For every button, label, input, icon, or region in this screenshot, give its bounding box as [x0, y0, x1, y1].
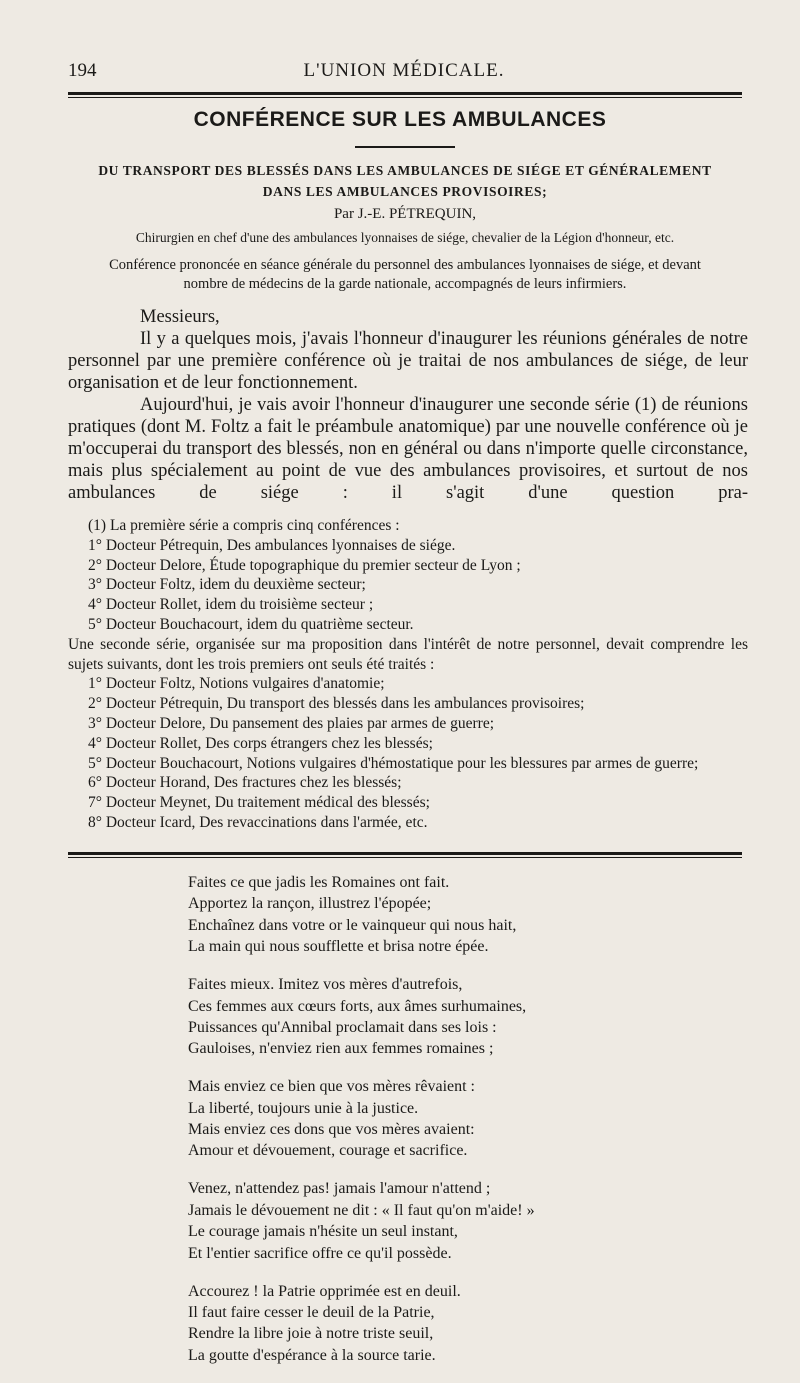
poem-line: La goutte d'espérance à la source tarie.: [188, 1346, 436, 1364]
poem: [188, 872, 608, 1383]
footnote: [68, 516, 748, 833]
section-separator: [68, 852, 742, 858]
title-rule: [355, 146, 455, 148]
footnote-intro: (1) La première série a compris cinq conférences :: [88, 517, 400, 534]
article-title: CONFÉRENCE SUR LES AMBULANCES: [193, 108, 607, 131]
footnote-item: 1° Docteur Foltz, Notions vulgaires d'anatomie;: [88, 675, 385, 693]
footnote-second-intro: Une seconde série, organisée sur ma proposition dans l'intérêt de notre personnel, devait comprendre les sujets suivants, dont les trois premiers ont seuls été traités :: [68, 635, 748, 673]
header-rule: [68, 92, 742, 98]
footnote-item: 4° Docteur Rollet, idem du troisième secteur ;: [88, 596, 374, 614]
poem-line: Amour et dévouement, courage et sacrifice.: [188, 1142, 468, 1160]
page-number: 194: [68, 60, 97, 81]
poem-stanza: [188, 872, 608, 958]
footnote-item: 2° Docteur Delore, Étude topographique du premier secteur de Lyon ;: [88, 556, 521, 574]
poem-stanza: [188, 1281, 608, 1367]
poem-line: Mais enviez ce bien que vos mères rêvaient :: [188, 1078, 475, 1096]
poem-line: Jamais le dévouement ne dit : « Il faut qu'on m'aide! »: [188, 1201, 535, 1219]
conference-line: Conférence prononcée en séance générale du personnel des ambulances lyonnaises de siége, et devant: [109, 257, 701, 273]
poem-line: Le courage jamais n'hésite un seul instant,: [188, 1223, 458, 1241]
poem-stanza: [188, 1178, 608, 1264]
salutation: Messieurs,: [140, 307, 220, 327]
footnote-item: 3° Docteur Delore, Du pansement des plaies par armes de guerre;: [88, 714, 495, 732]
paragraph: Aujourd'hui, je vais avoir l'honneur d'inaugurer une seconde série (1) de réunions pratiques (dont M. Foltz a fait le préambule anatomique) par une nouvelle conférence où je m'occuperai du transport des blessés, non en général ou dans n'importe quelle circonstance, mais plus spécialement au point de vue des ambulances provisoires, et surtout de nos ambulances de siége : il s'agit d'une question pra-: [68, 395, 748, 503]
paragraph: Il y a quelques mois, j'avais l'honneur d'inaugurer les réunions générales de notre personnel par une première conférence où je traitai de nos ambulances de siége, de leur organisation et de leur fonctionnement.: [68, 329, 748, 393]
poem-line: Ces femmes aux cœurs forts, aux âmes surhumaines,: [188, 997, 527, 1015]
article-author: Par J.-E. PÉTREQUIN,: [333, 206, 477, 222]
poem-line: Il faut faire cesser le deuil de la Patrie,: [188, 1303, 435, 1321]
footnote-item: 3° Docteur Foltz, idem du deuxième secteur;: [88, 576, 366, 594]
poem-line: La main qui nous soufflette et brisa notre épée.: [188, 938, 489, 956]
poem-line: Faites mieux. Imitez vos mères d'autrefois,: [188, 976, 463, 994]
poem-line: Apportez la rançon, illustrez l'épopée;: [188, 895, 432, 913]
poem-stanza: [188, 974, 608, 1060]
article-body: [68, 306, 748, 504]
footnote-item: 7° Docteur Meynet, Du traitement médical des blessés;: [88, 794, 430, 812]
poem-line: Venez, n'attendez pas! jamais l'amour n'attend ;: [188, 1180, 491, 1198]
poem-line: Accourez ! la Patrie opprimée est en deuil.: [188, 1282, 461, 1300]
poem-line: Rendre la libre joie à notre triste seuil,: [188, 1325, 434, 1343]
article-subtitle: [68, 160, 742, 202]
poem-line: Faites ce que jadis les Romaines ont fait.: [188, 874, 450, 891]
poem-line: Gauloises, n'enviez rien aux femmes romaines ;: [188, 1040, 494, 1058]
footnote-item: 4° Docteur Rollet, Des corps étrangers chez les blessés;: [88, 734, 433, 752]
author-affiliation: Chirurgien en chef d'une des ambulances lyonnaises de siége, chevalier de la Légion d'honneur, etc.: [135, 230, 675, 245]
footnote-item: 5° Docteur Bouchacourt, idem du quatrième secteur.: [88, 615, 414, 633]
journal-title: L'UNION MÉDICALE.: [303, 60, 505, 81]
footnote-item: 5° Docteur Bouchacourt, Notions vulgaires d'hémostatique pour les blessures par armes de guerre;: [88, 754, 699, 772]
poem-line: Et l'entier sacrifice offre ce qu'il possède.: [188, 1244, 452, 1262]
conference-note: [68, 256, 742, 294]
poem-line: Mais enviez ces dons que vos mères avaient:: [188, 1121, 475, 1139]
subtitle-line: DU TRANSPORT DES BLESSÉS DANS LES AMBULANCES DE SIÉGE ET GÉNÉRALEMENT: [98, 163, 712, 178]
poem-line: Puissances qu'Annibal proclamait dans ses lois :: [188, 1018, 497, 1036]
footnote-item: 6° Docteur Horand, Des fractures chez les blessés;: [88, 774, 402, 792]
poem-stanza: [188, 1076, 608, 1162]
poem-line: La liberté, toujours unie à la justice.: [188, 1099, 419, 1117]
subtitle-line: DANS LES AMBULANCES PROVISOIRES;: [262, 184, 548, 199]
page-header: [68, 60, 740, 88]
conference-line: nombre de médecins de la garde nationale, accompagnés de leurs infirmiers.: [183, 276, 627, 292]
footnote-item: 1° Docteur Pétrequin, Des ambulances lyonnaises de siége.: [88, 536, 456, 554]
footnote-item: 8° Docteur Icard, Des revaccinations dans l'armée, etc.: [88, 813, 428, 831]
footnote-item: 2° Docteur Pétrequin, Du transport des blessés dans les ambulances provisoires;: [88, 695, 585, 713]
poem-line: Enchaînez dans votre or le vainqueur qui nous hait,: [188, 916, 517, 934]
